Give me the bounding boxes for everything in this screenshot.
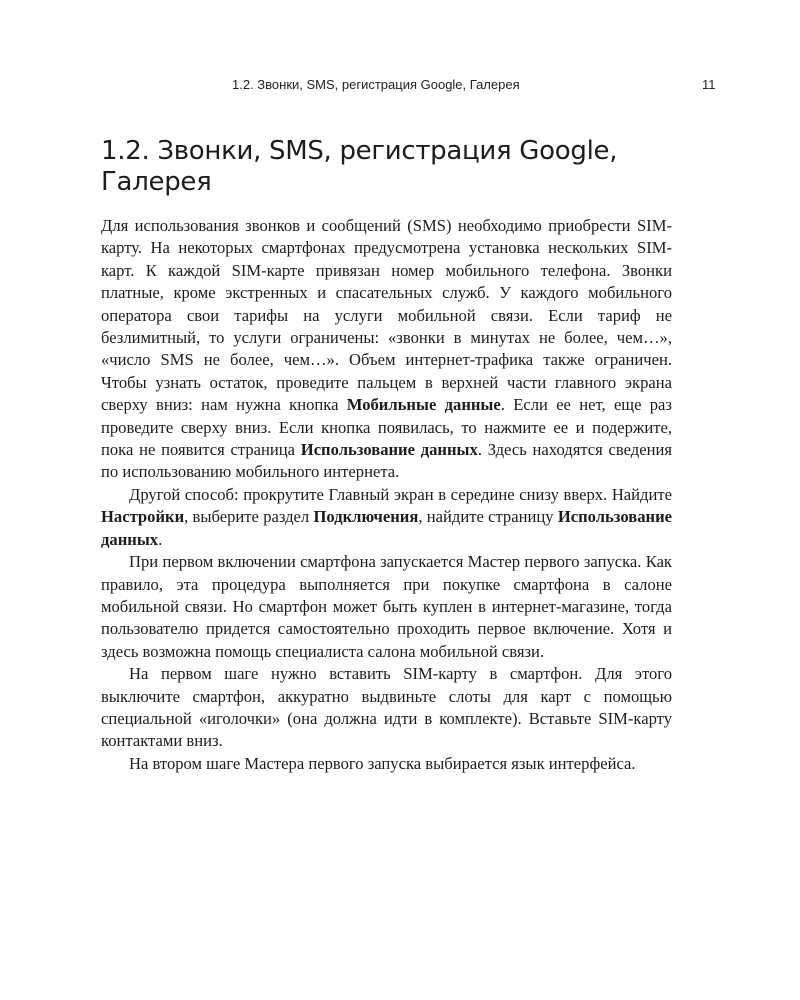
paragraph-1 [101,215,672,484]
chapter-title: 1.2. Звонки, SMS, регистрация Google, Галерея [101,136,618,197]
term-settings: Настройки [101,507,185,527]
paragraph-5: На втором шаге Мастера первого запуска выбирается язык интерфейса. [129,753,636,773]
paragraph-2 [101,484,672,551]
text-run: , выберите раздел [184,507,314,527]
text-run: Другой способ: прокрутите Главный экран в середине снизу вверх. Найдите [129,484,672,504]
page-number: 11 [702,77,716,92]
running-header [0,77,800,97]
term-connections: Подключения [313,507,419,527]
text-run: . Здесь находятся сведения по использованию мобильного интернета. [101,440,672,482]
text-run: . Если ее нет, еще раз проведите сверху вниз. Если кнопка появилась, то нажмите ее и подержите, пока не появится страница [101,395,672,460]
text-run: , найдите страницу [418,507,558,527]
term-data-usage: Использование данных [300,440,478,460]
text-run: Для использования звонков и сообщений (SMS) необходимо приобрести SIM-карту. На некоторых смартфонах предусмотрена установка нескольких SIM-карт. К каждой SIM-карте привязан номер мобильного телефона. Звонки платные, кроме экстренных и спасательных служб. У каждого мобильного оператора свои тарифы на услуги мобильной связи. Если тариф не безлимитный, то услуги ограничены: «звонки в минутах не более, чем…», «число SMS не более, чем…». Объем интернет-трафика также ограничен. Чтобы узнать остаток, проведите пальцем в верхней части главного экрана сверху вниз: нам нужна кнопка [101,216,672,415]
running-title: 1.2. Звонки, SMS, регистрация Google, Галерея [232,77,520,92]
paragraph-3: При первом включении смартфона запускается Мастер первого запуска. Как правило, эта процедура выполняется при покупке смартфона в салоне мобильной связи. Но смартфон может быть куплен в интернет-магазине, тогда пользователю придется самостоятельно проходить первое включение. Хотя и здесь возможна помощь специалиста салона мобильной связи. [101,552,672,661]
term-mobile-data: Мобильные данные [346,395,501,415]
paragraph-4: На первом шаге нужно вставить SIM-карту в смартфон. Для этого выключите смартфон, аккуратно выдвиньте слоты для карт с помощью специальной «иголочки» (она должна идти в комплекте). Вставьте SIM-карту контактами вниз. [101,664,672,751]
text-run: . [158,529,163,549]
body-text [101,215,672,775]
term-data-usage: Использование данных [101,507,673,549]
